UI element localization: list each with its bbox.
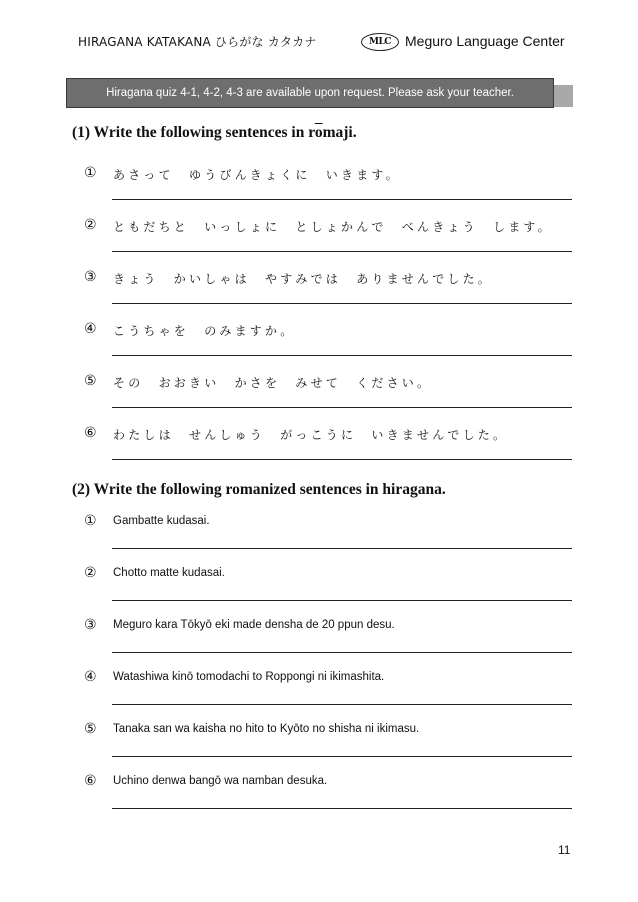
item-number: ②	[84, 217, 97, 233]
section1-item-2	[0, 217, 638, 247]
notice-banner	[66, 78, 554, 108]
section2-title: (2) Write the following romanized sentences in hiragana.	[72, 481, 446, 498]
section1-item-4	[0, 321, 638, 351]
romaji-sentence: Gambatte kudasai.	[113, 515, 210, 527]
hiragana-sentence: あさって ゆうびんきょくに いきます。	[113, 168, 401, 182]
answer-line[interactable]	[112, 652, 572, 653]
romaji-sentence: Tanaka san wa kaisha no hito to Kyōto no shisha ni ikimasu.	[113, 723, 420, 735]
item-number: ④	[84, 321, 97, 337]
hiragana-sentence: わたしは せんしゅう がっこうに いきませんでした。	[113, 428, 509, 442]
hiragana-sentence: きょう かいしゃは やすみでは ありませんでした。	[113, 272, 494, 286]
section1-item-5	[0, 373, 638, 403]
hiragana-sentence: その おおきい かさを みせて ください。	[113, 376, 433, 390]
section1-title-prefix: (1) Write the following sentences in r	[72, 124, 315, 141]
answer-line[interactable]	[112, 548, 572, 549]
answer-line[interactable]	[112, 704, 572, 705]
item-number: ①	[84, 165, 97, 181]
item-number: ⑤	[84, 373, 97, 389]
item-number: ④	[84, 669, 97, 685]
section1-title	[72, 124, 357, 142]
section1-title-suffix: maji.	[322, 124, 357, 141]
answer-line[interactable]	[112, 303, 572, 304]
romaji-sentence: Uchino denwa bangō wa namban desuka.	[113, 775, 328, 787]
section2-item-5	[0, 721, 638, 751]
item-number: ⑤	[84, 721, 97, 737]
item-number: ⑥	[84, 773, 97, 789]
answer-line[interactable]	[112, 459, 572, 460]
answer-line[interactable]	[112, 756, 572, 757]
answer-line[interactable]	[112, 600, 572, 601]
section2-item-2	[0, 565, 638, 595]
item-number: ③	[84, 617, 97, 633]
answer-line[interactable]	[112, 199, 572, 200]
item-number: ⑥	[84, 425, 97, 441]
answer-line[interactable]	[112, 251, 572, 252]
school-name: Meguro Language Center	[405, 33, 565, 49]
answer-line[interactable]	[112, 407, 572, 408]
item-number: ①	[84, 513, 97, 529]
notice-text: Hiragana quiz 4-1, 4-2, 4-3 are available upon request. Please ask your teacher.	[106, 87, 514, 99]
romaji-sentence: Chotto matte kudasai.	[113, 567, 225, 579]
section2-item-1	[0, 513, 638, 543]
section1-item-1	[0, 165, 638, 195]
section2-item-3	[0, 617, 638, 647]
section1-item-6	[0, 425, 638, 455]
romaji-sentence: Watashiwa kinō tomodachi to Roppongi ni ikimashita.	[113, 671, 385, 683]
item-number: ②	[84, 565, 97, 581]
answer-line[interactable]	[112, 808, 572, 809]
mlc-logo: MLC	[361, 33, 399, 51]
section2-item-4	[0, 669, 638, 699]
header-title: HIRAGANA KATAKANA ひらがな カタカナ	[78, 35, 317, 49]
section1-title-macron: $\overline{o}$	[314, 124, 323, 141]
hiragana-sentence: こうちゃを のみますか。	[113, 324, 296, 338]
answer-line[interactable]	[112, 355, 572, 356]
section1-item-3	[0, 269, 638, 299]
hiragana-sentence: ともだちと いっしょに としょかんで べんきょう します。	[113, 220, 553, 234]
romaji-sentence: Meguro kara Tōkyō eki made densha de 20 ppun desu.	[113, 619, 395, 631]
item-number: ③	[84, 269, 97, 285]
section2-item-6	[0, 773, 638, 803]
page-number: 11	[558, 843, 571, 857]
